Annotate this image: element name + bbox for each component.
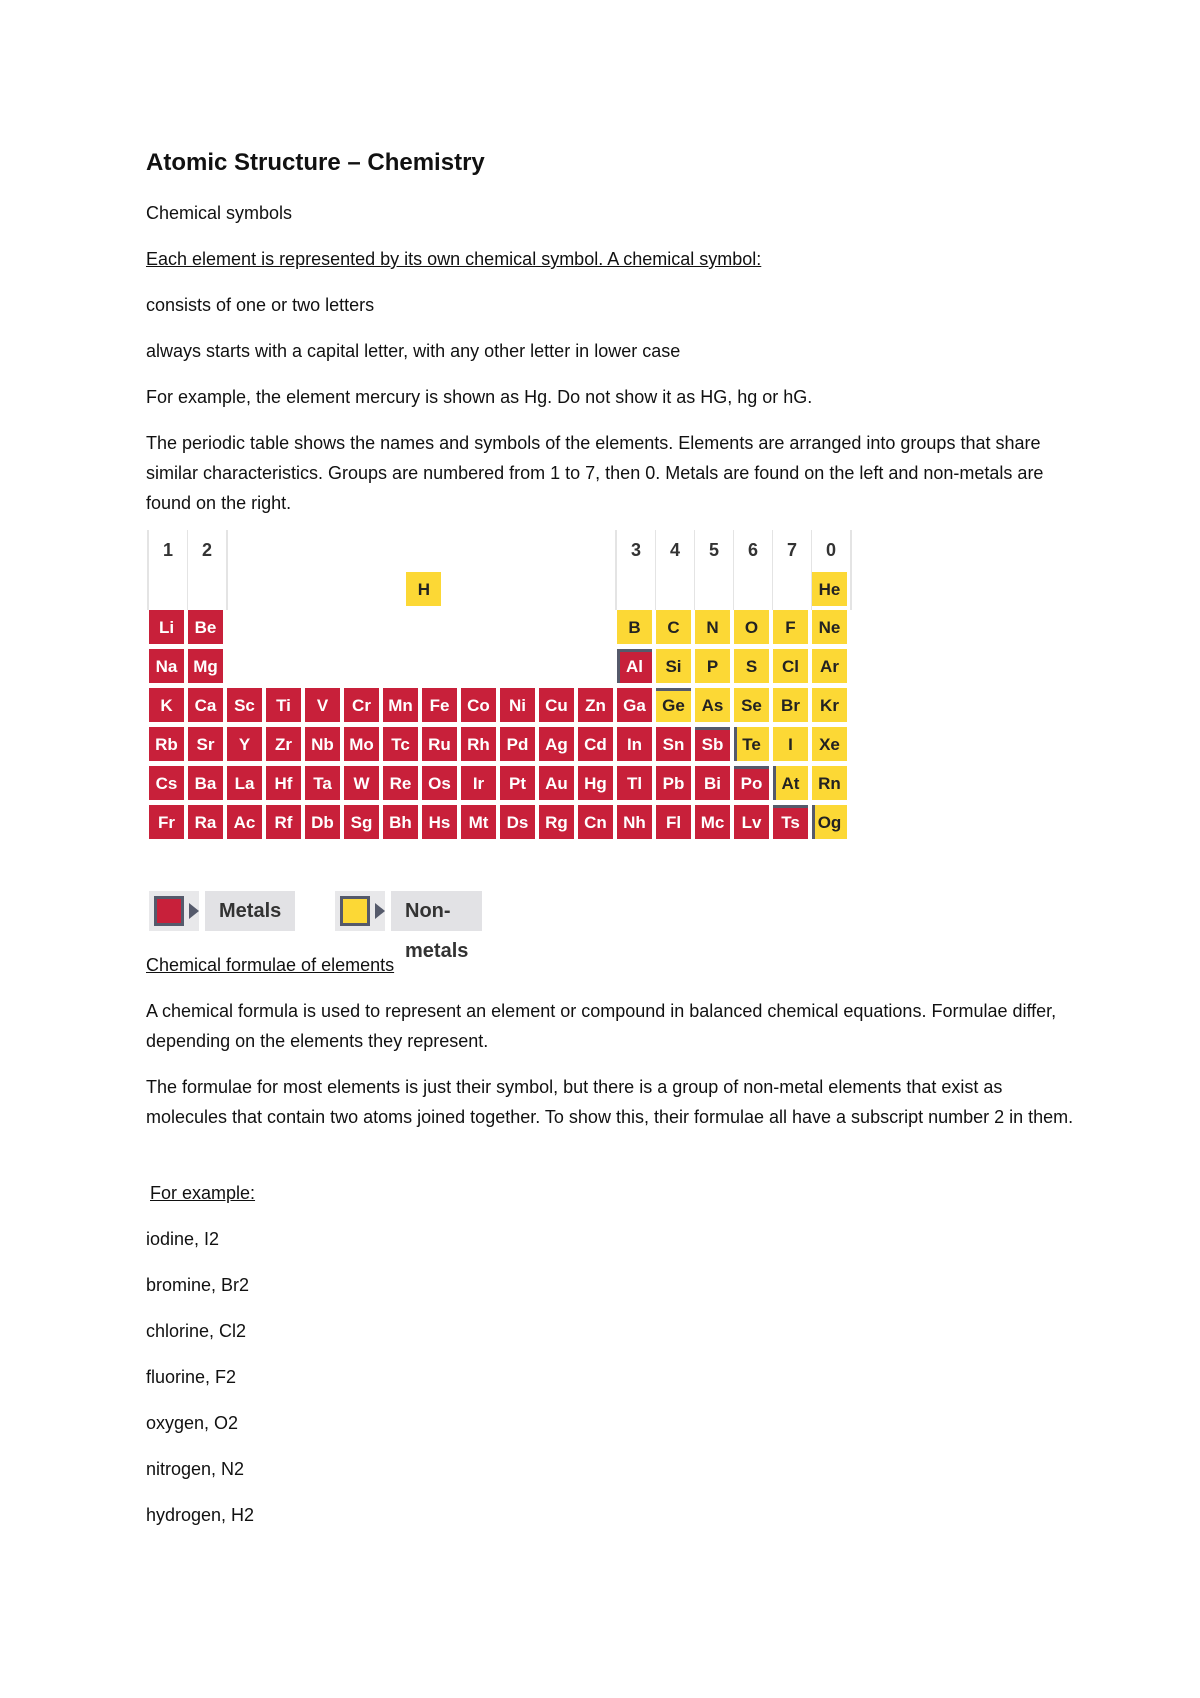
element-ca: Ca: [188, 688, 225, 724]
element-ts: Ts: [773, 805, 810, 841]
legend-metals-label: Metals: [205, 891, 295, 931]
element-sg: Sg: [344, 805, 381, 841]
element-os: Os: [422, 766, 459, 802]
element-mg: Mg: [188, 649, 225, 685]
element-cl: Cl: [773, 649, 810, 685]
element-at: At: [773, 766, 810, 802]
element-db: Db: [305, 805, 342, 841]
element-zr: Zr: [266, 727, 303, 763]
example-line: For example, the element mercury is shown as Hg. Do not show it as HG, hg or hG.: [146, 387, 813, 407]
element-h: H: [406, 572, 443, 608]
element-s: S: [734, 649, 771, 685]
element-ga: Ga: [617, 688, 654, 724]
element-y: Y: [227, 727, 264, 763]
element-po: Po: [734, 766, 771, 802]
group-divider: [147, 530, 149, 610]
element-rn: Rn: [812, 766, 849, 802]
element-bh: Bh: [383, 805, 420, 841]
element-se: Se: [734, 688, 771, 724]
group-divider: [615, 530, 617, 610]
element-fe: Fe: [422, 688, 459, 724]
group-label-3: 3: [617, 530, 655, 610]
element-au: Au: [539, 766, 576, 802]
element-ta: Ta: [305, 766, 342, 802]
element-cs: Cs: [149, 766, 186, 802]
element-rg: Rg: [539, 805, 576, 841]
element-mc: Mc: [695, 805, 732, 841]
element-in: In: [617, 727, 654, 763]
group-label-7: 7: [773, 530, 811, 610]
rule-item: consists of one or two letters: [146, 295, 375, 315]
element-kr: Kr: [812, 688, 849, 724]
element-b: B: [617, 610, 654, 646]
element-hf: Hf: [266, 766, 303, 802]
element-ds: Ds: [500, 805, 537, 841]
element-hg: Hg: [578, 766, 615, 802]
element-nh: Nh: [617, 805, 654, 841]
element-v: V: [305, 688, 342, 724]
element-mn: Mn: [383, 688, 420, 724]
element-sn: Sn: [656, 727, 693, 763]
rule-item: always starts with a capital letter, with any other letter in lower case: [146, 341, 681, 361]
element-mt: Mt: [461, 805, 498, 841]
example-item: bromine, Br2: [146, 1275, 250, 1295]
element-bi: Bi: [695, 766, 732, 802]
element-cr: Cr: [344, 688, 381, 724]
element-fl: Fl: [656, 805, 693, 841]
element-cu: Cu: [539, 688, 576, 724]
element-fr: Fr: [149, 805, 186, 841]
element-i: I: [773, 727, 810, 763]
element-rf: Rf: [266, 805, 303, 841]
example-item: iodine, I2: [146, 1229, 220, 1249]
element-sr: Sr: [188, 727, 225, 763]
element-ru: Ru: [422, 727, 459, 763]
element-ne: Ne: [812, 610, 849, 646]
element-ti: Ti: [266, 688, 303, 724]
element-ba: Ba: [188, 766, 225, 802]
element-ra: Ra: [188, 805, 225, 841]
element-ac: Ac: [227, 805, 264, 841]
nonmetals-swatch: [335, 891, 385, 931]
element-al: Al: [617, 649, 654, 685]
formulae-heading: Chemical formulae of elements: [146, 955, 395, 975]
element-li: Li: [149, 610, 186, 646]
element-cd: Cd: [578, 727, 615, 763]
metals-swatch: [149, 891, 199, 931]
element-p: P: [695, 649, 732, 685]
element-as: As: [695, 688, 732, 724]
legend-nonmetals-label: Non-metals: [391, 891, 482, 931]
element-f: F: [773, 610, 810, 646]
element-tl: Tl: [617, 766, 654, 802]
element-ni: Ni: [500, 688, 537, 724]
element-br: Br: [773, 688, 810, 724]
periodic-table: [149, 530, 849, 856]
page-title: Atomic Structure – Chemistry: [146, 149, 485, 176]
element-n: N: [695, 610, 732, 646]
element-zn: Zn: [578, 688, 615, 724]
element-pd: Pd: [500, 727, 537, 763]
element-xe: Xe: [812, 727, 849, 763]
element-rh: Rh: [461, 727, 498, 763]
element-re: Re: [383, 766, 420, 802]
element-co: Co: [461, 688, 498, 724]
element-na: Na: [149, 649, 186, 685]
element-pt: Pt: [500, 766, 537, 802]
group-divider: [850, 530, 852, 610]
element-k: K: [149, 688, 186, 724]
group-label-0: 0: [812, 530, 850, 610]
element-rb: Rb: [149, 727, 186, 763]
element-o: O: [734, 610, 771, 646]
element-la: La: [227, 766, 264, 802]
element-tc: Tc: [383, 727, 420, 763]
group-label-2: 2: [188, 530, 226, 610]
example-heading: For example:: [150, 1183, 256, 1203]
element-si: Si: [656, 649, 693, 685]
element-mo: Mo: [344, 727, 381, 763]
formulae-paragraph-1: A chemical formula is used to represent an element or compound in balanced chemical equations. Formulae differ, depending on the elements they represent.: [146, 1001, 1057, 1051]
group-label-4: 4: [656, 530, 694, 610]
example-item: oxygen, O2: [146, 1413, 239, 1433]
example-item: fluorine, F2: [146, 1367, 237, 1387]
element-nb: Nb: [305, 727, 342, 763]
element-ir: Ir: [461, 766, 498, 802]
element-cn: Cn: [578, 805, 615, 841]
element-ge: Ge: [656, 688, 693, 724]
intro-underlined: Each element is represented by its own chemical symbol. A chemical symbol:: [146, 249, 762, 269]
element-hs: Hs: [422, 805, 459, 841]
group-label-6: 6: [734, 530, 772, 610]
subheading: Chemical symbols: [146, 203, 293, 223]
group-divider: [226, 530, 228, 610]
element-sb: Sb: [695, 727, 732, 763]
element-og: Og: [812, 805, 849, 841]
element-pb: Pb: [656, 766, 693, 802]
example-item: hydrogen, H2: [146, 1505, 255, 1525]
example-item: nitrogen, N2: [146, 1459, 245, 1479]
element-sc: Sc: [227, 688, 264, 724]
example-item: chlorine, Cl2: [146, 1321, 247, 1341]
element-ag: Ag: [539, 727, 576, 763]
group-label-5: 5: [695, 530, 733, 610]
element-be: Be: [188, 610, 225, 646]
periodic-paragraph: The periodic table shows the names and symbols of the elements. Elements are arranged into groups that share similar characteristics. Groups are numbered from 1 to 7, then 0. Metals are found on the left and non-metals are found on the right.: [146, 433, 1044, 513]
element-w: W: [344, 766, 381, 802]
formulae-paragraph-2: The formulae for most elements is just their symbol, but there is a group of non-metal elements that exist as molecules that contain two atoms joined together. To show this, their formulae all have a subscript number 2 in them.: [146, 1077, 1074, 1127]
element-lv: Lv: [734, 805, 771, 841]
element-c: C: [656, 610, 693, 646]
element-he: He: [812, 572, 849, 608]
element-ar: Ar: [812, 649, 849, 685]
element-te: Te: [734, 727, 771, 763]
group-label-1: 1: [149, 530, 187, 610]
